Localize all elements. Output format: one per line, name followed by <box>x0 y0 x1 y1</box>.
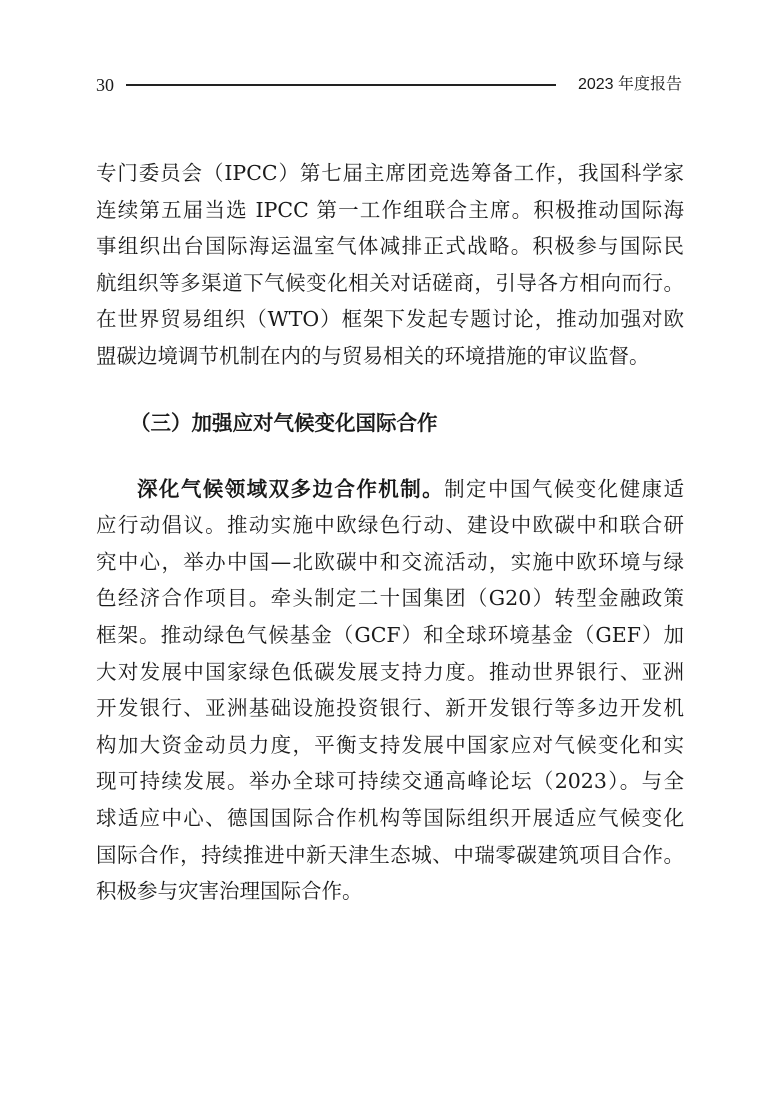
text-line: 球适应中心、德国国际合作机构等国际组织开展适应气候变化 <box>96 805 684 830</box>
page-body <box>96 155 684 910</box>
text-line: 盟碳边境调节机制在内的与贸易相关的环境措施的审议监督。 <box>96 343 650 368</box>
text-line: 在世界贸易组织（WTO）框架下发起专题讨论，推动加强对欧 <box>96 307 684 332</box>
text-line: 框架。推动绿色气候基金（GCF）和全球环境基金（GEF）加 <box>96 622 684 647</box>
text-line: 连续第五届当选 IPCC 第一工作组联合主席。积极推动国际海 <box>96 197 684 222</box>
text-line: 国际合作，持续推进中新天津生态城、中瑞零碳建筑项目合作。 <box>96 842 684 867</box>
text-line: 事组织出台国际海运温室气体减排正式战略。积极参与国际民 <box>96 234 684 259</box>
text-line: 色经济合作项目。牵头制定二十国集团（G20）转型金融政策 <box>96 586 684 611</box>
header-rule <box>126 84 556 86</box>
page-header <box>96 72 682 98</box>
paragraph-cooperation-mechanism <box>96 471 684 910</box>
text-line: 究中心，举办中国—北欧碳中和交流活动，实施中欧环境与绿 <box>96 549 684 574</box>
text-line: 构加大资金动员力度，平衡支持发展中国家应对气候变化和实 <box>96 732 684 757</box>
text-line: 积极参与灾害治理国际合作。 <box>96 879 363 904</box>
page-number: 30 <box>96 75 114 95</box>
text-line: 现可持续发展。举办全球可持续交通高峰论坛（2023）。与全 <box>96 769 684 794</box>
paragraph-lead-rest: 制定中国气候变化健康适 <box>444 476 684 501</box>
text-line: 大对发展中国家绿色低碳发展支持力度。推动世界银行、亚洲 <box>96 659 684 684</box>
text-line: 应行动倡议。推动实施中欧绿色行动、建设中欧碳中和联合研 <box>96 513 684 538</box>
paragraph-international-negotiation <box>96 155 684 375</box>
paragraph-lead-bold: 深化气候领域双多边合作机制。 <box>137 476 445 501</box>
section-heading: （三）加强应对气候变化国际合作 <box>130 410 438 435</box>
text-line: 航组织等多渠道下气候变化相关对话磋商，引导各方相向而行。 <box>96 270 684 295</box>
text-line-first <box>96 471 684 508</box>
text-line: 开发银行、亚洲基础设施投资银行、新开发银行等多边开发机 <box>96 696 684 721</box>
text-line: 专门委员会（IPCC）第七届主席团竞选筹备工作，我国科学家 <box>96 161 684 185</box>
report-title: 2023 年度报告 <box>577 76 682 93</box>
